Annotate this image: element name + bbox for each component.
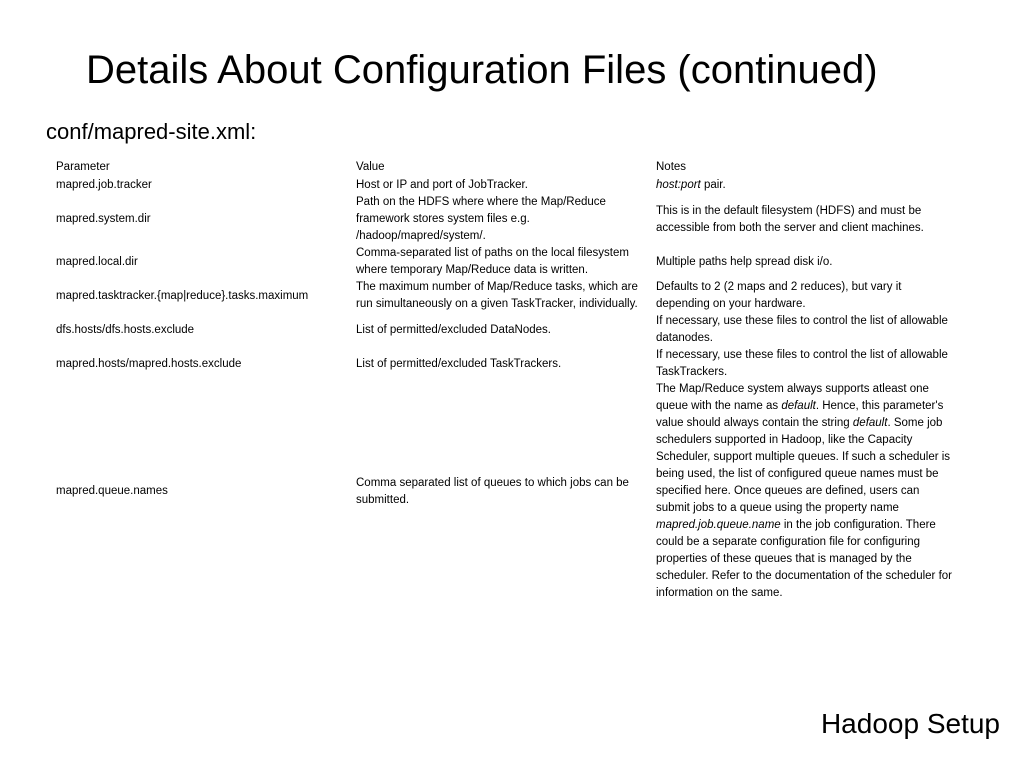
notes-text: The Map/Reduce system always supports atleast one queue with the name as bbox=[656, 383, 929, 412]
cell-notes bbox=[654, 313, 954, 347]
cell-parameter: mapred.local.dir bbox=[56, 255, 138, 268]
file-path-subtitle: conf/mapred-site.xml: bbox=[46, 119, 257, 144]
table-row bbox=[54, 194, 954, 245]
table-body bbox=[54, 176, 954, 602]
notes-text: If necessary, use these files to control the list of allowable TaskTrackers. bbox=[656, 349, 948, 378]
cell-value: List of permitted/excluded TaskTrackers. bbox=[356, 357, 562, 370]
notes-text: This is in the default filesystem (HDFS) and must be accessible from both the server and client machines. bbox=[656, 204, 924, 234]
slide-title: Details About Configuration Files (continued) bbox=[86, 48, 878, 92]
cell-value: Host or IP and port of JobTracker. bbox=[356, 178, 528, 191]
config-table bbox=[54, 158, 954, 602]
table-header bbox=[54, 158, 954, 176]
cell-parameter: mapred.system.dir bbox=[56, 213, 151, 225]
table-row bbox=[54, 279, 954, 313]
table-row bbox=[54, 313, 954, 347]
cell-parameter: dfs.hosts/dfs.hosts.exclude bbox=[56, 323, 195, 336]
cell-value: List of permitted/excluded DataNodes. bbox=[356, 323, 551, 336]
notes-italic-text: default bbox=[852, 417, 888, 429]
header-value: Value bbox=[356, 160, 385, 173]
cell-notes bbox=[654, 381, 954, 602]
header-notes: Notes bbox=[656, 160, 687, 173]
table-row bbox=[54, 347, 954, 381]
cell-notes bbox=[654, 347, 954, 381]
notes-text: pair. bbox=[700, 178, 726, 191]
cell-parameter: mapred.queue.names bbox=[56, 485, 168, 497]
notes-italic-text: default bbox=[781, 400, 816, 412]
cell-notes bbox=[654, 194, 954, 245]
table-row bbox=[54, 176, 954, 194]
cell-parameter: mapred.tasktracker.{map|reduce}.tasks.maximum bbox=[56, 289, 309, 302]
cell-parameter: mapred.job.tracker bbox=[56, 178, 152, 191]
header-row bbox=[54, 158, 954, 176]
cell-value: Comma-separated list of paths on the local filesystem where temporary Map/Reduce data is written. bbox=[356, 247, 629, 276]
cell-notes bbox=[654, 279, 954, 313]
notes-text: Defaults to 2 (2 maps and 2 reduces), but vary it depending on your hardware. bbox=[656, 281, 902, 310]
cell-value: The maximum number of Map/Reduce tasks, which are run simultaneously on a given TaskTracker, individually. bbox=[356, 281, 638, 310]
notes-text: Multiple paths help spread disk i/o. bbox=[656, 255, 833, 268]
cell-notes bbox=[654, 245, 954, 279]
cell-value: Comma separated list of queues to which jobs can be submitted. bbox=[356, 476, 629, 506]
notes-text: in the job configuration. There could be a separate configuration file for configuring properties of these queues that is managed by the scheduler. Refer to the documentation of the scheduler for information on the same. bbox=[656, 519, 952, 599]
notes-text: . Hence, this parameter's value should always contain the string bbox=[656, 400, 944, 429]
cell-value: Path on the HDFS where where the Map/Reduce framework stores system files e.g. /hadoop/mapred/system/. bbox=[356, 196, 606, 242]
cell-notes bbox=[654, 176, 954, 194]
table-row bbox=[54, 245, 954, 279]
notes-text: . Some job schedulers supported in Hadoop, like the Capacity Scheduler, support multiple queues. If such a scheduler is being used, the list of configured queue names must be specified here. Once queues are defined, users can submit jobs to a queue using the property name bbox=[656, 417, 951, 514]
header-parameter: Parameter bbox=[56, 160, 110, 173]
notes-text: If necessary, use these files to control the list of allowable datanodes. bbox=[656, 315, 948, 344]
notes-italic-text: mapred.job.queue.name bbox=[656, 519, 781, 531]
slide-footer: Hadoop Setup bbox=[820, 708, 1000, 739]
table-row bbox=[54, 381, 954, 602]
notes-italic-text: host:port bbox=[656, 178, 701, 191]
cell-parameter: mapred.hosts/mapred.hosts.exclude bbox=[56, 357, 242, 370]
